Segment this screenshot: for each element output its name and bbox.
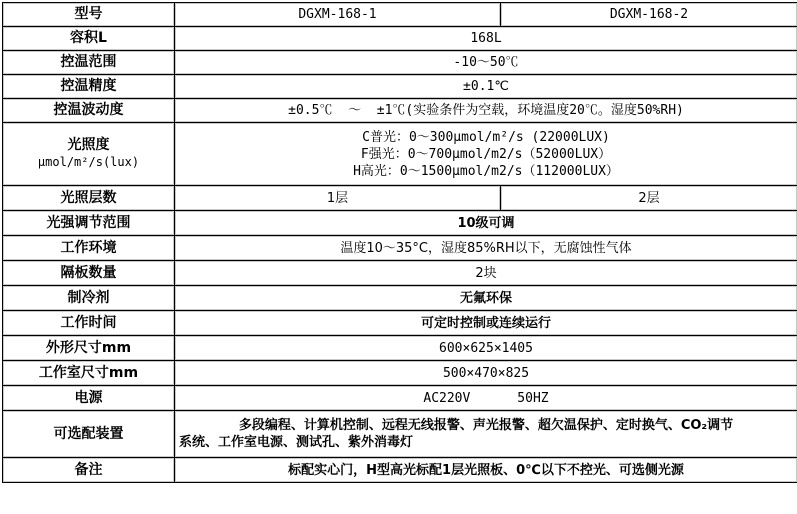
temp-precision-value: ±0.1℃ — [175, 75, 797, 99]
outer-size-label: 外形尺寸mm — [3, 336, 175, 361]
environment-value: 温度10～35°C，湿度85%RH以下，无腐蚀性气体 — [175, 236, 797, 261]
row-temp-range — [3, 51, 797, 75]
model-value-2: DGXM-168-2 — [501, 3, 797, 27]
work-time-value: 可定时控制或连续运行 — [175, 311, 797, 336]
row-volume — [3, 27, 797, 51]
illuminance-line-c: C普光：0～300μmol/m²/s (22000LUX) — [362, 129, 610, 145]
illuminance-line-f: F强光：0～700μmol/m2/s（52000LUX） — [360, 146, 612, 162]
row-outer-size — [3, 336, 797, 361]
illuminance-label — [3, 123, 175, 186]
illuminance-values — [175, 123, 797, 186]
row-power — [3, 386, 797, 411]
light-layers-label: 光照层数 — [3, 186, 175, 211]
row-options — [3, 411, 797, 458]
row-chamber-size — [3, 361, 797, 386]
row-model — [3, 3, 797, 27]
light-layers-value-2: 2层 — [501, 186, 797, 211]
temp-fluct-label: 控温波动度 — [3, 99, 175, 123]
remarks-label: 备注 — [3, 458, 175, 483]
temp-range-value: -10～50℃ — [175, 51, 797, 75]
row-remarks — [3, 458, 797, 483]
row-illuminance — [3, 123, 797, 186]
chamber-size-label: 工作室尺寸mm — [3, 361, 175, 386]
light-layers-value-1: 1层 — [175, 186, 501, 211]
temp-precision-label: 控温精度 — [3, 75, 175, 99]
row-environment — [3, 236, 797, 261]
shelves-value: 2块 — [175, 261, 797, 286]
model-value-1: DGXM-168-1 — [175, 3, 501, 27]
temp-fluct-value: ±0.5℃ ～ ±1℃(实验条件为空载，环境温度20℃。湿度50%RH) — [175, 99, 797, 123]
remarks-value: 标配实心门，H型高光标配1层光照板、0℃以下不控光、可选侧光源 — [175, 458, 797, 483]
outer-size-value: 600×625×1405 — [175, 336, 797, 361]
options-value — [175, 411, 797, 458]
volume-label: 容积L — [3, 27, 175, 51]
model-label: 型号 — [3, 3, 175, 27]
row-work-time — [3, 311, 797, 336]
spec-table — [2, 2, 797, 483]
shelves-label: 隔板数量 — [3, 261, 175, 286]
row-light-adjust — [3, 211, 797, 236]
illuminance-label-line2: μmol/m²/s(lux) — [37, 155, 140, 169]
environment-label: 工作环境 — [3, 236, 175, 261]
power-label: 电源 — [3, 386, 175, 411]
options-line2: 系统、工作室电源、测试孔、紫外消毒灯 — [179, 435, 414, 450]
row-temp-fluct — [3, 99, 797, 123]
work-time-label: 工作时间 — [3, 311, 175, 336]
illuminance-label-line1: 光照度 — [67, 137, 110, 153]
light-adjust-value: 10级可调 — [175, 211, 797, 236]
volume-value: 168L — [175, 27, 797, 51]
temp-range-label: 控温范围 — [3, 51, 175, 75]
power-value: AC220V 50HZ — [175, 386, 797, 411]
row-refrigerant — [3, 286, 797, 311]
illuminance-line-h: H高光：0～1500μmol/m2/s（112000LUX） — [353, 163, 619, 179]
light-adjust-label: 光强调节范围 — [3, 211, 175, 236]
row-shelves — [3, 261, 797, 286]
row-light-layers — [3, 186, 797, 211]
refrigerant-label: 制冷剂 — [3, 286, 175, 311]
options-label: 可选配装置 — [3, 411, 175, 458]
refrigerant-value: 无氟环保 — [175, 286, 797, 311]
options-line1: 多段编程、计算机控制、远程无线报警、声光报警、超欠温保护、定时换气、CO₂调节 — [238, 418, 734, 433]
row-temp-precision — [3, 75, 797, 99]
chamber-size-value: 500×470×825 — [175, 361, 797, 386]
